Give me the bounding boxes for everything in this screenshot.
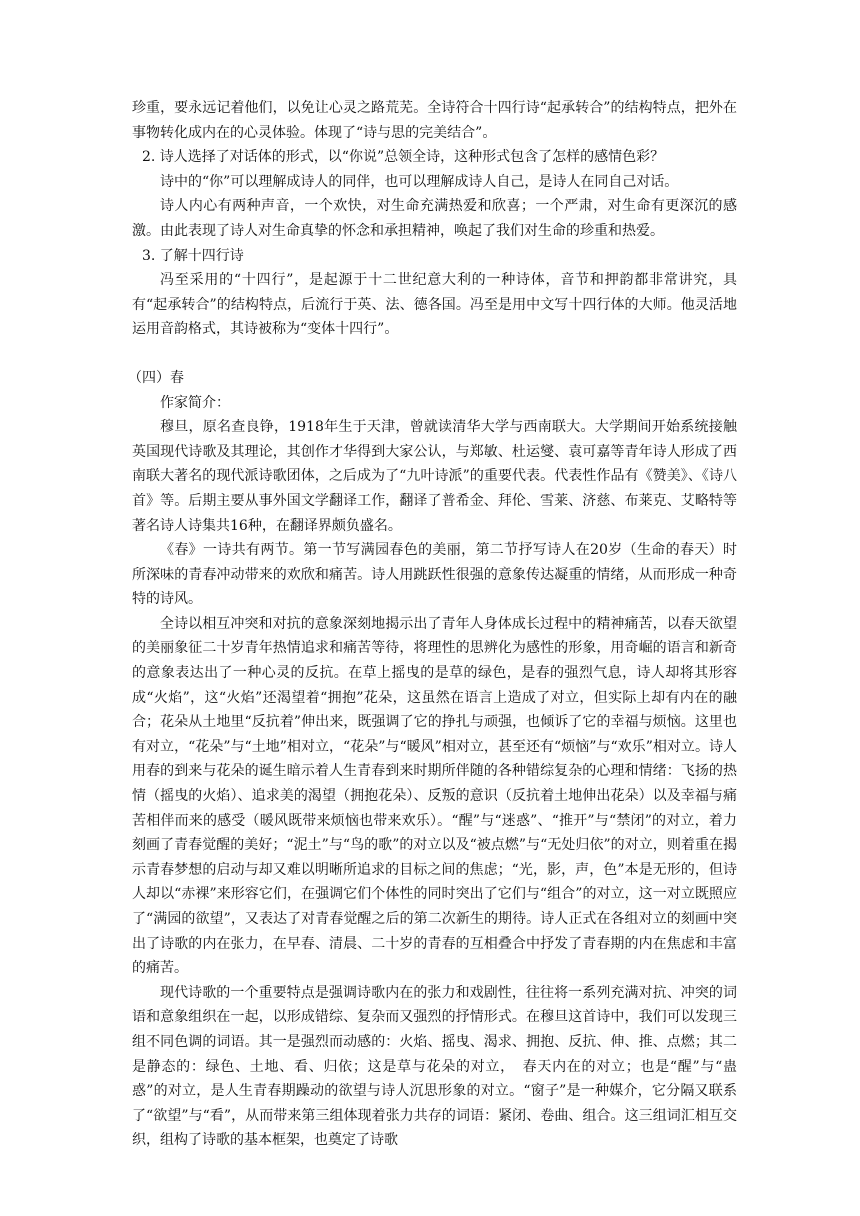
question-3-title: 3. 了解十四行诗 <box>142 247 244 264</box>
author-label: 作家简介： <box>160 394 230 411</box>
question-2-title: 2. 诗人选择了对话体的形式，以“你说”总领全诗，这种形式包含了怎样的感情色彩？ <box>142 149 665 166</box>
analysis-paragraph-2: 现代诗歌的一个重要特点是强调诗歌内在的张力和戏剧性，往往将一系列充满对抗、冲突的词语和意象组织在一起，以形成错综、复杂而又强烈的抒情形式。在穆旦这首诗中，我们可以发现三组不同色调的词语。其一是强烈而动感的：火焰、摇曳、渴求、拥抱、反抗、伸、推、点燃；其二是静态的：绿色、土地、看、归依；这是草与花朵的对立， 春天内在的对立；也是“醒”与“蛊惑”的对立，是人生青春期躁动的欲望与诗人沉思形象的对立。“窗子”是一种媒介，它分隔又联系了“欲望”与“看”，从而带来第三组体现着张力共存的词语：紧闭、卷曲、组合。这三组词汇相互交织，组构了诗歌的基本框架，也奠定了诗歌 <box>132 984 737 1149</box>
section-heading: （四）春 <box>128 369 184 386</box>
question-2-paragraph-1: 诗中的“你”可以理解成诗人的同伴，也可以理解成诗人自己，是诗人在同自己对话。 <box>160 173 679 190</box>
analysis-paragraph-1: 全诗以相互冲突和对抗的意象深刻地揭示出了青年人身体成长过程中的精神痛苦，以春天欲望的美丽象征二十岁青年热情追求和痛苦等待，将理性的思辨化为感性的形象，用奇崛的语言和新奇的意象表达出了一种心灵的反抗。在草上摇曳的是草的绿色，是春的强烈气息，诗人却将其形容成“火焰”，这“火焰”还渴望着“拥抱”花朵，这虽然在语言上造成了对立，但实际上却有内在的融合；花朵从土地里“反抗着”伸出来，既强调了它的挣扎与顽强，也倾诉了它的幸福与烦恼。这里也有对立，“花朵”与“土地”相对立，“花朵”与“暖风”相对立，甚至还有“烦恼”与“欢乐”相对立。诗人用春的到来与花朵的诞生暗示着人生青春到来时期所伴随的各种错综复杂的心理和情绪：飞扬的热情（摇曳的火焰）、追求美的渴望（拥抱花朵）、反叛的意识（反抗着土地伸出花朵）以及幸福与痛苦相伴而来的感受（暖风既带来烦恼也带来欢乐）。“醒”与“迷惑”、“推开”与“禁闭”的对立，着力刻画了青春觉醒的美好；“泥土”与“鸟的歌”的对立以及“被点燃”与“无处归依”的对立，则着重在揭示青春梦想的启动与却又难以明晰所追求的目标之间的焦虑；“光，影，声，色”本是无形的，但诗人却以“赤裸”来形容它们，在强调它们个体性的同时突出了它们与“组合”的对立，这一对立既照应了“满园的欲望”，又表达了对青春觉醒之后的第二次新生的期待。诗人正式在各组对立的刻画中突出了诗歌的内在张力，在早春、清晨、二十岁的青春的互相叠合中抒发了青春期的内在焦虑和丰富的痛苦。 <box>132 615 737 977</box>
document-page <box>128 96 737 1153</box>
question-3-paragraph: 冯至采用的“十四行”，是起源于十二世纪意大利的一种诗体，音节和押韵都非常讲究，具有“起承转合”的结构特点，后流行于英、法、德各国。冯至是用中文写十四行体的大师。他灵活地运用音韵格式，其诗被称为“变体十四行”。 <box>132 272 737 338</box>
closing-paragraph: 珍重，要永远记着他们，以免让心灵之路荒芜。全诗符合十四行诗“起承转合”的结构特点，把外在事物转化成内在的心灵体验。体现了“诗与思的完美结合”。 <box>132 100 737 141</box>
question-2-paragraph-2: 诗人内心有两种声音，一个欢快，对生命充满热爱和欣喜；一个严肃，对生命有更深沉的感激。由此表现了诗人对生命真挚的怀念和承担精神，唤起了我们对生命的珍重和热爱。 <box>132 198 737 239</box>
section-spacer <box>132 342 737 366</box>
author-bio: 穆旦，原名查良铮，1918年生于天津，曾就读清华大学与西南联大。大学期间开始系统接触英国现代诗歌及其理论，其创作才华得到大家公认，与郑敏、杜运燮、袁可嘉等青年诗人形成了西南联大著名的现代派诗歌团体，之后成为了“九叶诗派”的重要代表。代表性作品有《赞美》、《诗八首》等。后期主要从事外国文学翻译工作，翻译了普希金、拜伦、雪莱、济慈、布莱克、艾略特等著名诗人诗集共16种，在翻译界颇负盛名。 <box>132 419 737 534</box>
poem-intro: 《春》一诗共有两节。第一节写满园春色的美丽，第二节抒写诗人在20岁（生命的春天）时所深味的青春冲动带来的欢欣和痛苦。诗人用跳跃性很强的意象传达凝重的情绪，从而形成一种奇特的诗风。 <box>132 542 737 608</box>
